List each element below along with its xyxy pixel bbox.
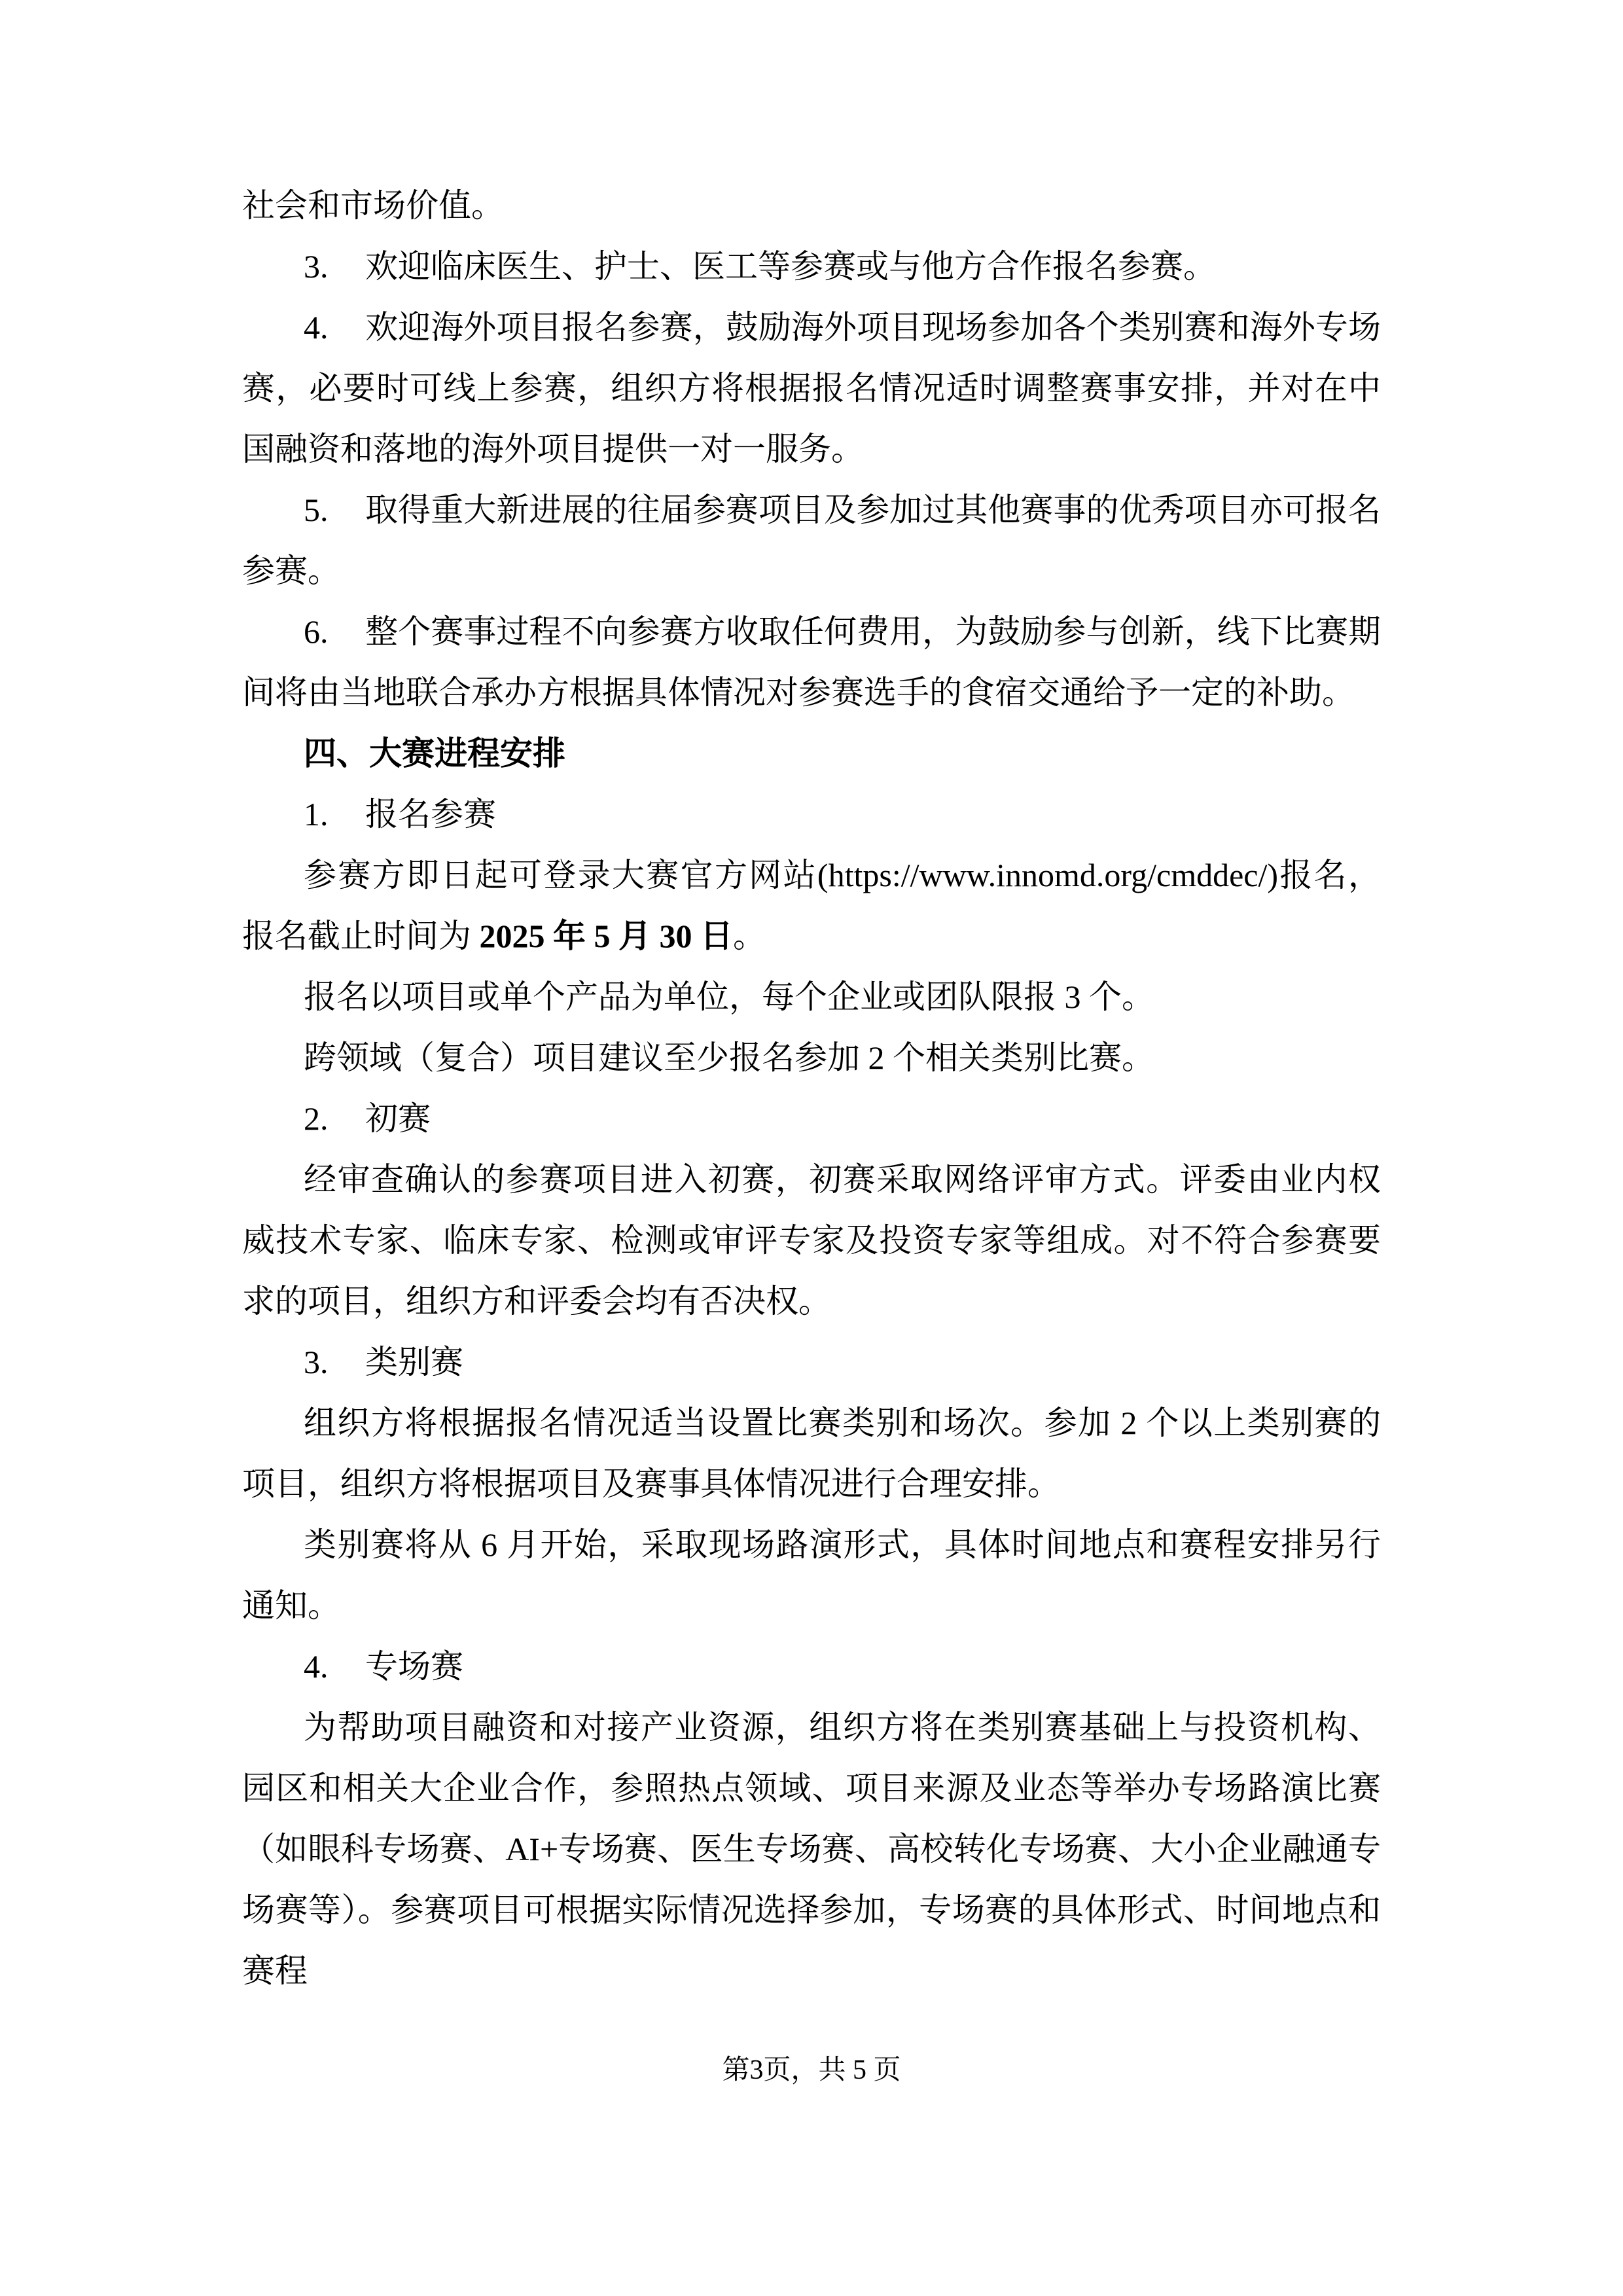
numbered-item-1 bbox=[242, 784, 1381, 845]
list-item-text: 整个赛事过程不向参赛方收取任何费用，为鼓励参与创新，线下比赛期间将由当地联合承办方根据具体情况对参赛选手的食宿交通给予一定的补助。 bbox=[242, 613, 1381, 711]
list-item-number: 4. bbox=[304, 1648, 329, 1685]
numbered-item-4 bbox=[242, 297, 1381, 480]
numbered-item-4b bbox=[242, 1636, 1381, 1697]
list-item-text: 专场赛 bbox=[365, 1648, 463, 1685]
paragraph: 报名以项目或单个产品为单位，每个企业或团队限报 3 个。 bbox=[304, 978, 1154, 1015]
numbered-item-3 bbox=[242, 236, 1381, 297]
numbered-item-5 bbox=[242, 480, 1381, 601]
list-item-text: 初赛 bbox=[365, 1100, 431, 1137]
list-item-text: 欢迎临床医生、护士、医工等参赛或与他方合作报名参赛。 bbox=[365, 248, 1216, 285]
list-item-number: 4. bbox=[304, 309, 329, 346]
paragraph: 跨领域（复合）项目建议至少报名参加 2 个相关类别比赛。 bbox=[304, 1039, 1154, 1076]
list-item-number: 1. bbox=[304, 796, 329, 833]
paragraph: 组织方将根据报名情况适当设置比赛类别和场次。参加 2 个以上类别赛的项目，组织方将根据项目及赛事具体情况进行合理安排。 bbox=[242, 1405, 1381, 1502]
paragraph-continuation: 社会和市场价值。 bbox=[242, 187, 504, 224]
paragraph: 类别赛将从 6 月开始，采取现场路演形式，具体时间地点和赛程安排另行通知。 bbox=[242, 1526, 1381, 1624]
list-item-text: 欢迎海外项目报名参赛，鼓励海外项目现场参加各个类别赛和海外专场赛，必要时可线上参赛，组织方将根据报名情况适时调整赛事安排，并对在中国融资和落地的海外项目提供一对一服务。 bbox=[242, 309, 1381, 467]
deadline-date: 2025 年 5 月 30 日 bbox=[479, 918, 733, 954]
document-body bbox=[242, 175, 1381, 2001]
paragraph-registration bbox=[242, 845, 1381, 967]
paragraph-text: 参赛方即日起可登录大赛官方网站(https://www.innomd.org/cmddec/)报名，报名截止时间为 bbox=[242, 857, 1381, 954]
numbered-item-6 bbox=[242, 601, 1381, 723]
list-item-number: 3. bbox=[304, 248, 329, 285]
list-item-number: 2. bbox=[304, 1100, 329, 1137]
list-item-text: 报名参赛 bbox=[365, 796, 496, 833]
page-footer: 第3页，共 5 页 bbox=[722, 2055, 901, 2085]
list-item-text: 类别赛 bbox=[365, 1344, 463, 1380]
list-item-number: 5. bbox=[304, 492, 329, 528]
list-item-number: 6. bbox=[304, 613, 329, 650]
section-heading: 四、大赛进程安排 bbox=[304, 735, 565, 772]
paragraph: 为帮助项目融资和对接产业资源，组织方将在类别赛基础上与投资机构、园区和相关大企业合作，参照热点领域、项目来源及业态等举办专场路演比赛（如眼科专场赛、AI+专场赛、医生专场赛、高校转化专场赛、大小企业融通专场赛等）。参赛项目可根据实际情况选择参加，专场赛的具体形式、时间地点和赛程 bbox=[242, 1709, 1381, 1989]
paragraph-text: 。 bbox=[733, 918, 766, 954]
list-item-text: 取得重大新进展的往届参赛项目及参加过其他赛事的优秀项目亦可报名参赛。 bbox=[242, 492, 1381, 589]
numbered-item-2 bbox=[242, 1088, 1381, 1149]
list-item-number: 3. bbox=[304, 1344, 329, 1380]
numbered-item-3b bbox=[242, 1332, 1381, 1393]
paragraph: 经审查确认的参赛项目进入初赛，初赛采取网络评审方式。评委由业内权威技术专家、临床专家、检测或审评专家及投资专家等组成。对不符合参赛要求的项目，组织方和评委会均有否决权。 bbox=[242, 1161, 1381, 1319]
